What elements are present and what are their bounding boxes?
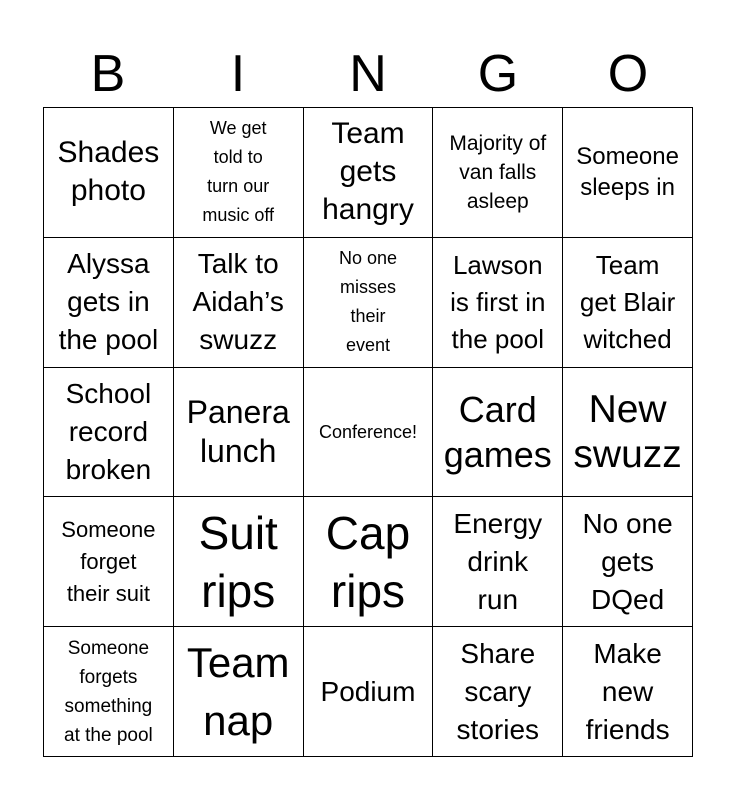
bingo-cell[interactable] [304,238,434,368]
bingo-cell[interactable] [563,627,693,757]
cell-text: Lawson is first in the pool [450,249,546,354]
cell-text: Suit rips [198,506,278,617]
cell-text: Alyssa gets in the pool [58,248,159,356]
cell-text: Someone forgets something at the pool [64,637,153,746]
bingo-cell[interactable] [174,238,304,368]
cell-text: Conference! [318,421,418,442]
bingo-cell[interactable] [563,368,693,498]
cell-text: Make new friends [585,637,670,745]
cell-text: Majority of van falls asleep [449,131,547,213]
bingo-cell[interactable] [174,368,304,498]
bingo-cell[interactable] [433,627,563,757]
bingo-cell[interactable] [563,238,693,368]
header-letter-i: I [230,45,246,103]
cell-text: Someone forget their suit [61,516,156,606]
cell-text: New swuzz [573,387,682,476]
header-letter-o: O [607,45,649,103]
cell-text: Someone sleeps in [576,143,679,202]
cell-text: Team nap [186,638,290,744]
bingo-cell[interactable] [433,368,563,498]
bingo-cell[interactable] [44,108,174,238]
cell-text: We get told to turn our music off [202,118,275,226]
cell-text: Card games [443,388,552,475]
header-letter-g: G [477,45,519,103]
bingo-cell[interactable] [44,238,174,368]
bingo-header [43,46,693,102]
bingo-cell[interactable] [44,368,174,498]
bingo-cell[interactable] [433,497,563,627]
bingo-cell[interactable] [174,627,304,757]
header-letter-n: N [349,45,387,103]
bingo-cell[interactable] [44,627,174,757]
bingo-cell[interactable] [44,497,174,627]
cell-text: Energy drink run [453,507,543,615]
bingo-board [43,107,693,757]
cell-text: Shades photo [57,136,160,208]
cell-text: Team get Blair witched [579,249,676,354]
cell-text: No one misses their event [338,248,398,356]
cell-text: Cap rips [325,506,411,617]
bingo-cell[interactable] [433,108,563,238]
bingo-cell[interactable] [304,497,434,627]
cell-text: Podium [320,675,416,707]
bingo-cell[interactable] [304,108,434,238]
cell-text: School record broken [65,377,152,485]
cell-text: Team gets hangry [322,117,414,227]
header-letter-b: B [90,45,126,103]
cell-text: No one gets DQed [582,507,673,615]
bingo-cell[interactable] [563,108,693,238]
bingo-cell[interactable] [174,497,304,627]
cell-text: Share scary stories [456,637,540,745]
bingo-cell[interactable] [563,497,693,627]
cell-text: Talk to Aidah’s swuzz [192,248,284,356]
bingo-cell[interactable] [433,238,563,368]
bingo-cell[interactable] [174,108,304,238]
cell-text: Panera lunch [186,393,290,469]
bingo-cell[interactable] [304,627,434,757]
bingo-cell[interactable] [304,368,434,498]
